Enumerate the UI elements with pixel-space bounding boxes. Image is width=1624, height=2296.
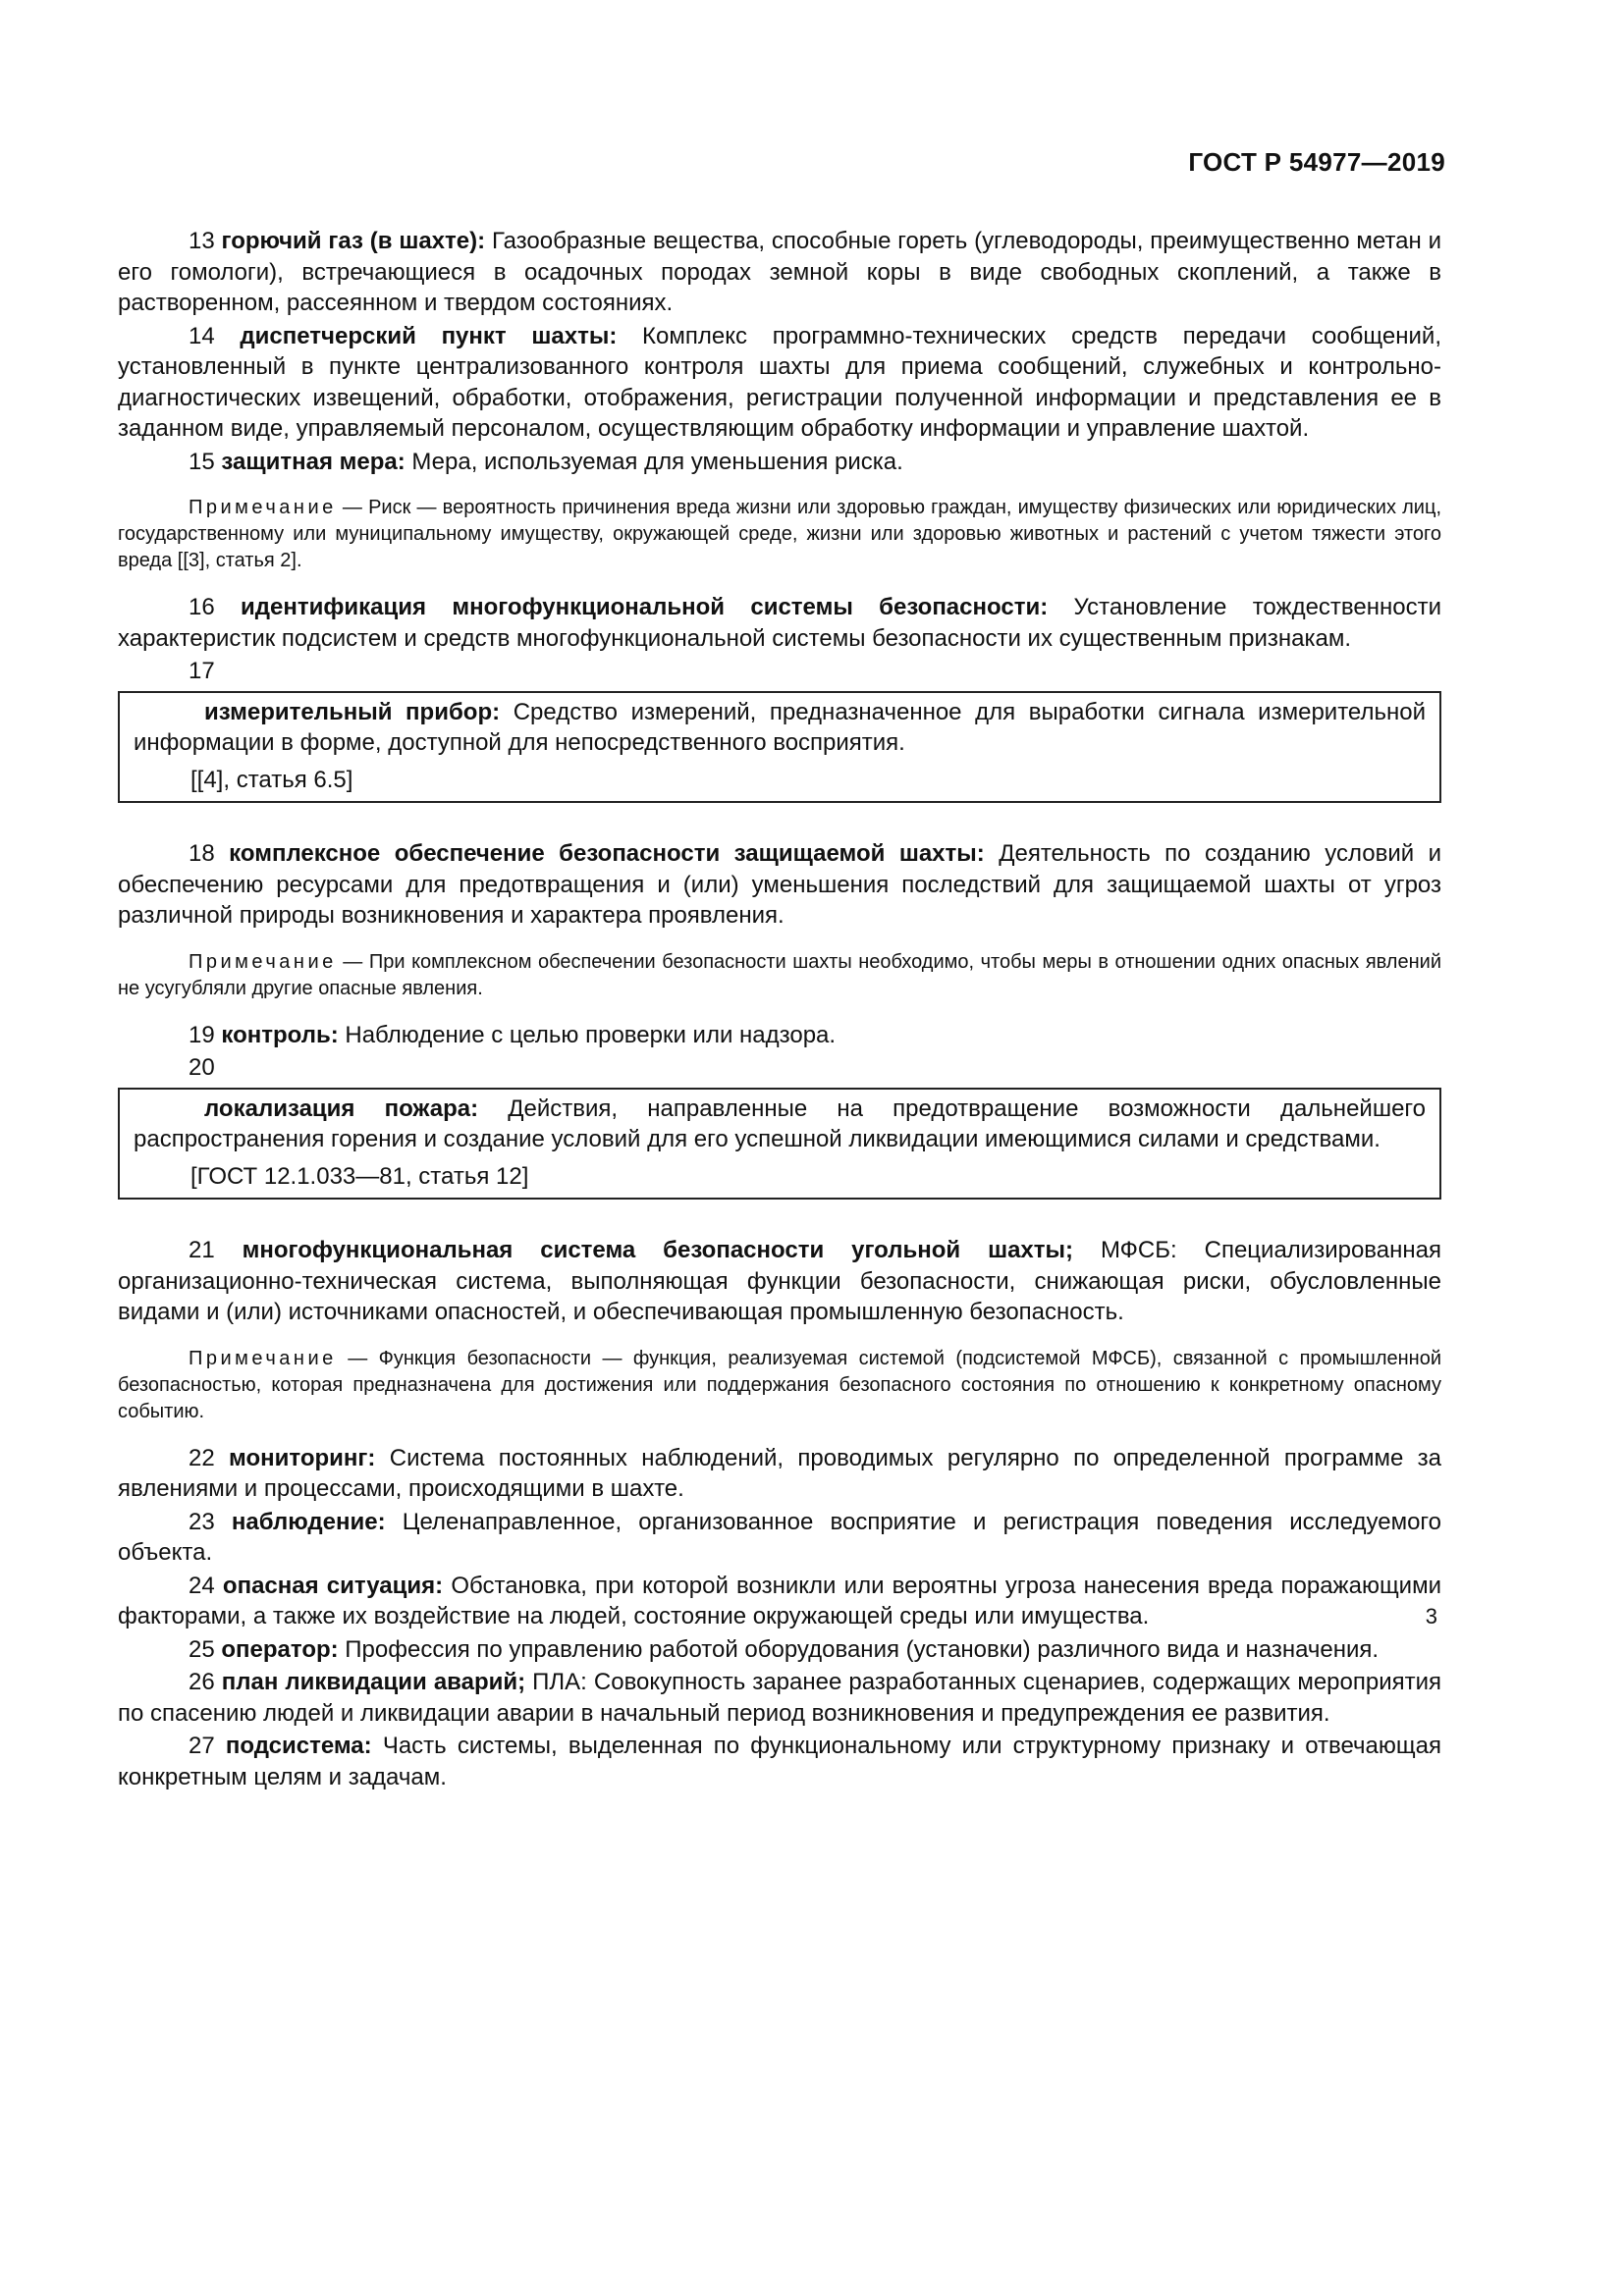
entry-number: 15 xyxy=(189,448,215,475)
entry-15 xyxy=(118,447,1441,478)
entry-definition: Средство измерений, предназначенное для выработки сигнала измерительной информации в форме, доступной для непосредственного восприятия. xyxy=(134,698,1426,756)
entry-definition: Наблюдение с целью проверки или надзора. xyxy=(338,1021,837,1048)
entry-18 xyxy=(118,838,1441,932)
entry-term: диспетчерский пункт шахты: xyxy=(240,322,618,349)
entry-number: 22 xyxy=(189,1444,215,1471)
entry-term: план ликвидации аварий; xyxy=(221,1669,526,1695)
entry-20-number: 20 xyxy=(189,1054,215,1081)
entry-term: мониторинг: xyxy=(229,1444,376,1471)
entry-number: 26 xyxy=(189,1669,215,1695)
definitions-list xyxy=(118,226,1441,1794)
entry-definition: Профессия по управлению работой оборудования (установки) различного вида и назначения. xyxy=(338,1635,1380,1663)
entry-26 xyxy=(118,1667,1441,1729)
note-label: Примечание xyxy=(189,497,337,518)
note-text: — Риск — вероятность причинения вреда жизни или здоровью граждан, имуществу физических или юридических лиц, государственному или муниципальному имуществу, окружающей среде, жизни или здоровью животных и растений с учетом тяжести этого вреда [[3], статья 2]. xyxy=(118,497,1441,571)
entry-term: наблюдение: xyxy=(231,1508,386,1535)
entry-17 xyxy=(134,697,1426,759)
entry-definition: Деятельность по созданию условий и обеспечению ресурсами для предотвращения и (или) уменьшения последствий для защищаемой шахты от угроз различной природы возникновения и характера проявления. xyxy=(118,840,1441,929)
entry-number: 18 xyxy=(189,840,215,867)
entry-13 xyxy=(118,226,1441,319)
entry-22 xyxy=(118,1443,1441,1505)
entry-definition: Обстановка, при которой возникли или вероятны угроза нанесения вреда поражающими факторами, а также их воздействие на людей, состояние окружающей среды или имущества. xyxy=(118,1572,1441,1629)
entry-source: [ГОСТ 12.1.033—81, статья 12] xyxy=(190,1162,529,1190)
entry-term: оператор: xyxy=(221,1635,339,1663)
entry-25 xyxy=(118,1634,1441,1666)
note-label: Примечание xyxy=(189,1347,337,1369)
entry-21 xyxy=(118,1235,1441,1328)
entry-number: 24 xyxy=(189,1572,215,1599)
entry-number: 16 xyxy=(189,594,215,620)
entry-definition: МФСБ: Специализированная организационно-техническая система, выполняющая функции безопасности, снижающая риски, обусловленные видами и (или) источниками опасностей, и обеспечивающая промышленную безопасность. xyxy=(118,1237,1441,1325)
entry-14 xyxy=(118,321,1441,445)
entry-definition: Установление тождественности характеристик подсистем и средств многофункциональной системы безопасности их существенным признакам. xyxy=(118,594,1441,652)
entry-number: 14 xyxy=(189,322,215,349)
entry-term: комплексное обеспечение безопасности защищаемой шахты: xyxy=(229,840,985,867)
standard-code-header: ГОСТ Р 54977—2019 xyxy=(1188,147,1445,177)
note-text: — Функция безопасности — функция, реализуемая системой (подсистемой МФСБ), связанной с промышленной безопасностью, которая предназначена для достижения или поддержания безопасного состояния по отношению к конкретному опасному событию. xyxy=(118,1347,1441,1422)
entry-19 xyxy=(118,1020,1441,1051)
entry-number: 13 xyxy=(189,228,215,254)
entry-definition: Газообразные вещества, способные гореть (углеводороды, преимущественно метан и его гомологи), встречающиеся в осадочных породах земной коры в виде свободных скоплений, а также в растворенном, рассеянном и твердом состояниях. xyxy=(118,228,1442,316)
entry-term: опасная ситуация: xyxy=(222,1572,444,1599)
entry-definition: Действия, направленные на предотвращение возможности дальнейшего распространения горения и создание условий для его успешной ликвидации имеющимися силами и средствами. xyxy=(134,1095,1426,1152)
note-label: Примечание xyxy=(189,950,337,973)
entry-definition: ПЛА: Совокупность заранее разработанных сценариев, содержащих мероприятия по спасению людей и ликвидации аварии в начальный период возникновения и предупреждения ее развития. xyxy=(118,1669,1441,1727)
entry-term: многофункциональная система безопасности угольной шахты; xyxy=(242,1237,1074,1263)
entry-term: горючий газ (в шахте): xyxy=(221,228,486,254)
entry-number: 27 xyxy=(189,1733,215,1759)
page-number: 3 xyxy=(1425,1604,1437,1629)
entry-definition: Комплекс программно-технических средств передачи сообщений, установленный в пункте централизованного контроля шахты для приема сообщений, служебных и контрольно-диагностических извещений, обработки, отображения, регистрации полученной информации и представления ее в заданном виде, управляемый персоналом, осуществляющим обработку информации и управление шахтой. xyxy=(118,322,1441,442)
entry-term: подсистема: xyxy=(225,1733,372,1759)
entry-27 xyxy=(118,1731,1441,1792)
entry-definition: Мера, используемая для уменьшения риска. xyxy=(405,448,903,475)
entry-number: 21 xyxy=(189,1237,215,1263)
entry-definition: Часть системы, выделенная по функциональному или структурному признаку и отвечающая конкретным целям и задачам. xyxy=(118,1733,1441,1790)
entry-term: измерительный прибор: xyxy=(204,698,501,725)
entry-16 xyxy=(118,592,1441,654)
entry-number: 23 xyxy=(189,1508,215,1535)
entry-20-box xyxy=(118,1088,1441,1201)
entry-number: 19 xyxy=(189,1021,215,1048)
entry-source: [[4], статья 6.5] xyxy=(190,766,353,793)
entry-term: локализация пожара: xyxy=(204,1095,479,1122)
note-risk xyxy=(118,495,1441,574)
note-text: — При комплексном обеспечении безопасности шахты необходимо, чтобы меры в отношении одних опасных явлений не усугубляли другие опасные явления. xyxy=(118,950,1441,999)
entry-23 xyxy=(118,1507,1441,1569)
note-safety-function xyxy=(118,1346,1441,1425)
entry-20 xyxy=(134,1094,1426,1155)
entry-term: контроль: xyxy=(221,1021,339,1048)
entry-term: идентификация многофункциональной системы безопасности: xyxy=(241,594,1049,620)
entry-number: 25 xyxy=(189,1635,215,1663)
entry-17-number: 17 xyxy=(189,658,215,684)
entry-definition: Целенаправленное, организованное восприятие и регистрация поведения исследуемого объекта. xyxy=(118,1508,1441,1566)
entry-term: защитная мера: xyxy=(221,448,406,475)
note-complex-safety xyxy=(118,949,1441,1002)
entry-definition: Система постоянных наблюдений, проводимых регулярно по определенной программе за явлениями и процессами, происходящими в шахте. xyxy=(118,1444,1441,1502)
entry-17-box xyxy=(118,691,1441,804)
entry-24 xyxy=(118,1571,1441,1632)
